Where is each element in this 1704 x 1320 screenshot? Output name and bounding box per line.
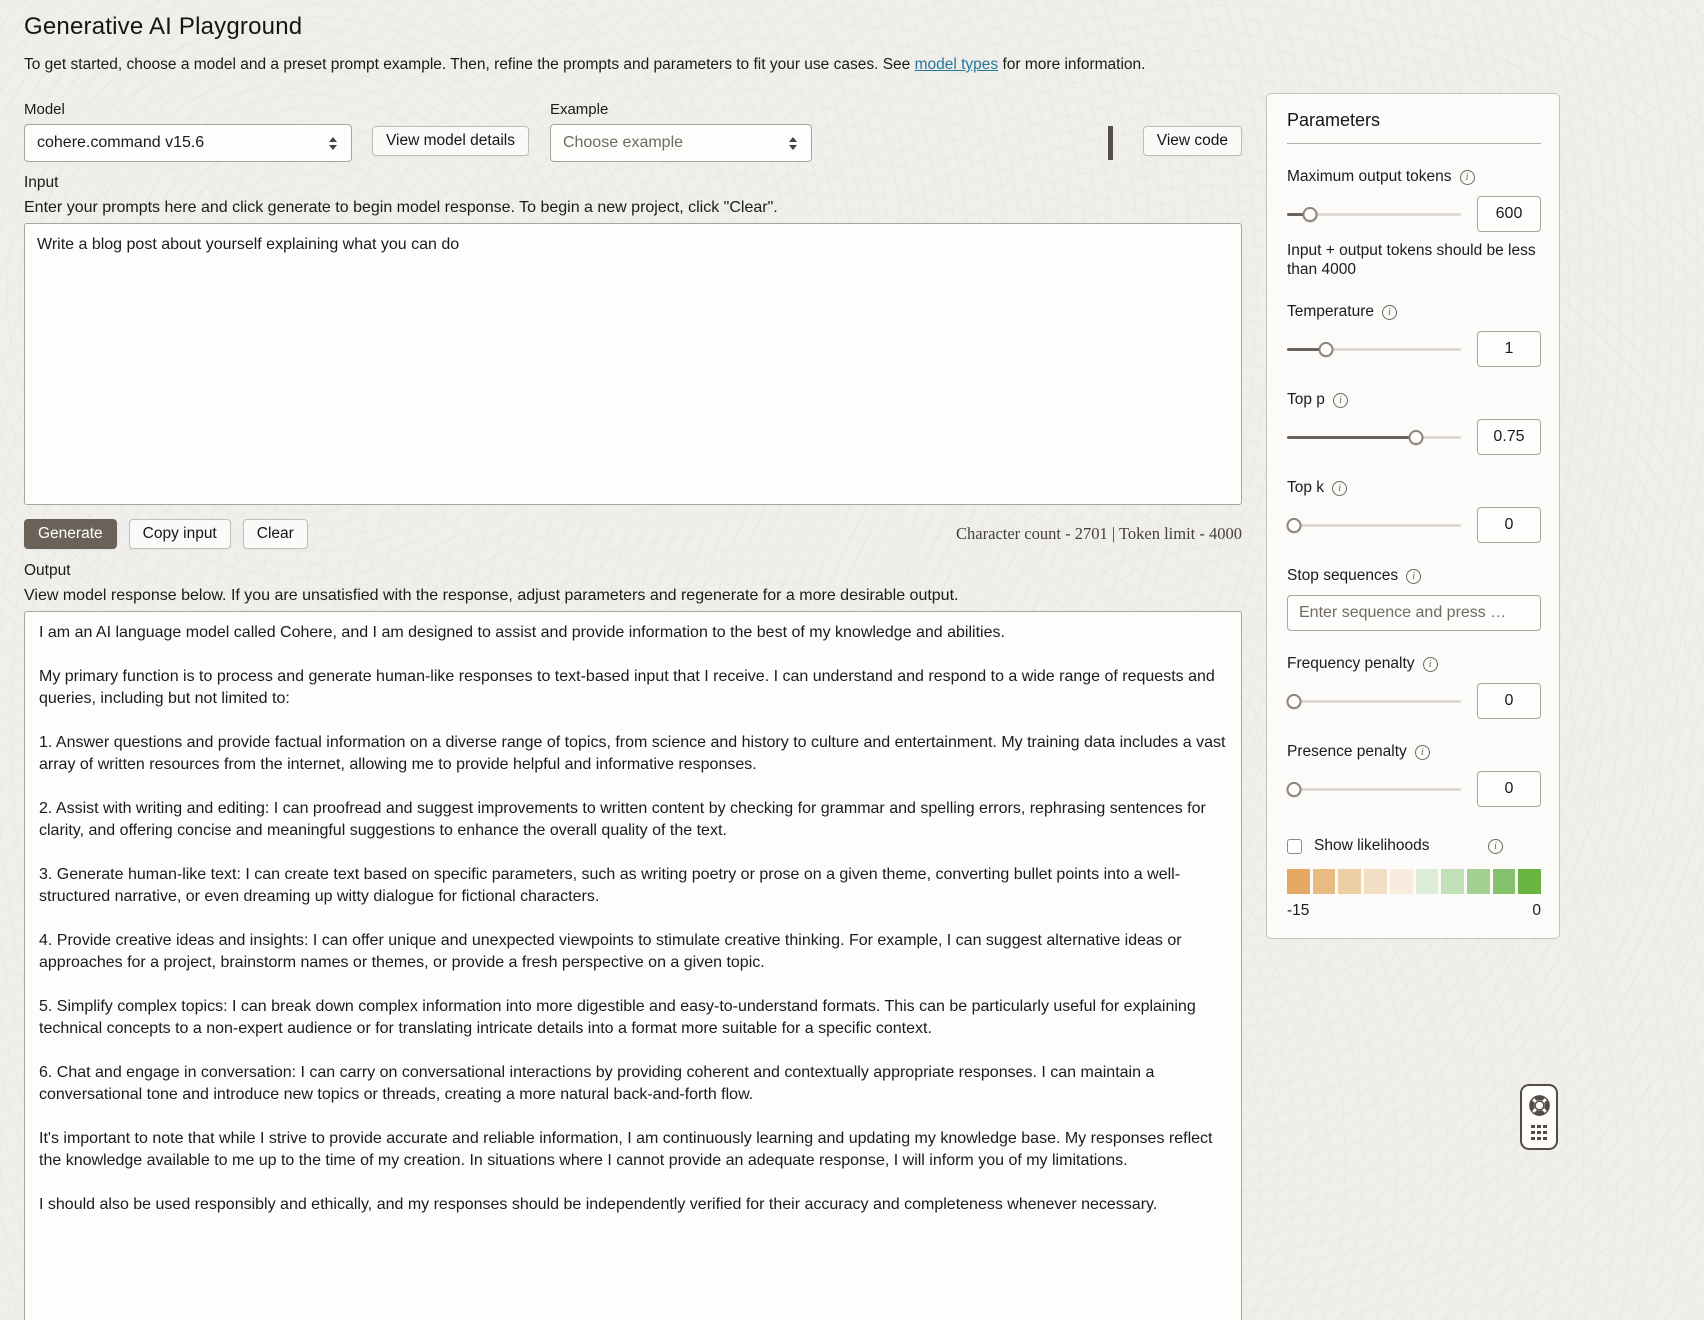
slider-handle[interactable] — [1303, 207, 1318, 222]
example-select[interactable] — [550, 124, 812, 162]
show-likelihoods-row — [1287, 837, 1541, 855]
info-icon[interactable]: i — [1415, 745, 1430, 760]
temperature-value[interactable] — [1477, 331, 1541, 367]
top-k-slider[interactable] — [1287, 517, 1461, 533]
likelihood-swatch — [1467, 869, 1490, 894]
output-paragraph: It's important to note that while I strive to provide accurate and reliable information, I am continuously learning and updating my knowledge base. My responses reflect the knowledge available to me up to the time of my creation. In situations where I cannot provide an adequate response, I will inform you of my limitations. — [39, 1130, 1213, 1169]
model-select-value: cohere.command v15.6 — [37, 134, 205, 151]
input-label: Input — [24, 174, 59, 191]
actions-row — [24, 519, 1242, 549]
likelihood-swatch — [1441, 869, 1464, 894]
slider-handle[interactable] — [1319, 342, 1334, 357]
likelihood-color-scale — [1287, 869, 1541, 894]
top-k-value[interactable] — [1477, 507, 1541, 543]
copy-input-button[interactable]: Copy input — [129, 519, 231, 549]
slider-handle[interactable] — [1287, 518, 1302, 533]
parameters-title: Parameters — [1287, 110, 1541, 144]
generate-button[interactable]: Generate — [24, 519, 117, 549]
max-tokens-help: Input + output tokens should be less than 4000 — [1287, 242, 1536, 278]
frequency-penalty-row — [1287, 683, 1541, 719]
model-select[interactable] — [24, 124, 352, 162]
output-paragraph: My primary function is to process and generate human-like responses to text-based input that I receive. I can understand and respond to a wide range of requests and queries, including but not limited to: — [39, 668, 1215, 707]
temperature-row — [1287, 331, 1541, 367]
floating-toolbar[interactable] — [1520, 1084, 1558, 1150]
help-lifebuoy-icon[interactable] — [1528, 1094, 1551, 1117]
output-paragraph: 6. Chat and engage in conversation: I can carry on conversational interactions by providing coherent and contextually appropriate responses. I can maintain a conversational tone and introduce new topics or threads, creating a more natural back-and-forth flow. — [39, 1064, 1155, 1103]
likelihood-swatch — [1390, 869, 1413, 894]
likelihood-swatch — [1364, 869, 1387, 894]
intro-before: To get started, choose a model and a preset prompt example. Then, refine the prompts and parameters to fit your use cases. See — [24, 56, 915, 73]
temperature-slider[interactable] — [1287, 341, 1461, 357]
info-icon[interactable]: i — [1406, 569, 1421, 584]
presence-penalty-label: Presence penalty — [1287, 743, 1407, 760]
presence-penalty-value[interactable] — [1477, 771, 1541, 807]
select-stepper-icon — [325, 137, 341, 150]
clear-button[interactable]: Clear — [243, 519, 308, 549]
max-tokens-row — [1287, 196, 1541, 232]
output-paragraph: I should also be used responsibly and ethically, and my responses should be independently verified for their accuracy and completeness whenever necessary. — [39, 1196, 1158, 1213]
top-p-value[interactable] — [1477, 419, 1541, 455]
presence-penalty-row — [1287, 771, 1541, 807]
model-output[interactable] — [24, 611, 1242, 1320]
example-label: Example — [549, 101, 609, 118]
output-description: View model response below. If you are unsatisfied with the response, adjust parameters and regenerate for a more desirable output. — [24, 587, 959, 604]
info-icon[interactable]: i — [1460, 170, 1475, 185]
slider-handle[interactable] — [1408, 430, 1423, 445]
frequency-penalty-slider[interactable] — [1287, 693, 1461, 709]
likelihood-swatch — [1416, 869, 1439, 894]
output-paragraph: 4. Provide creative ideas and insights: I can offer unique and unexpected viewpoints to stimulate creative thinking. For example, I can suggest alternative ideas or approaches for a project, brainstorm names or themes, or provide a fresh perspective on a given topic. — [39, 932, 1182, 971]
output-paragraph: 5. Simplify complex topics: I can break down complex information into more digestible and easy-to-understand formats. This can be particularly useful for explaining technical concepts to a non-expert audience or for translating intricate details into a format more suitable for a specific context. — [39, 998, 1196, 1037]
view-code-button[interactable]: View code — [1143, 126, 1242, 156]
frequency-penalty-label: Frequency penalty — [1287, 655, 1415, 672]
character-count: Character count - 2701 | Token limit - 4000 — [956, 524, 1242, 543]
stop-sequences-label: Stop sequences — [1287, 567, 1399, 584]
parameters-panel — [1266, 93, 1560, 939]
scale-min-label: -15 — [1287, 902, 1310, 919]
model-label: Model — [24, 101, 65, 118]
input-description: Enter your prompts here and click generate to begin model response. To begin a new project, click "Clear". — [24, 199, 778, 216]
temperature-label-row — [1287, 303, 1541, 321]
app-grid-icon[interactable] — [1531, 1125, 1547, 1141]
top-k-label-row — [1287, 479, 1541, 497]
info-icon[interactable]: i — [1333, 393, 1348, 408]
likelihood-scale-labels — [1287, 902, 1541, 920]
slider-handle[interactable] — [1287, 694, 1302, 709]
output-paragraph: 2. Assist with writing and editing: I can proofread and suggest improvements to written content by checking for grammar and spelling errors, rephrasing sentences for clarity, and offering concise and meaningful suggestions to enhance the overall quality of the text. — [39, 800, 1206, 839]
output-paragraph: 1. Answer questions and provide factual information on a diverse range of topics, from science and history to culture and entertainment. My training data includes a vast array of written resources from the internet, allowing me to provide helpful and informative responses. — [39, 734, 1226, 773]
presence-penalty-slider[interactable] — [1287, 781, 1461, 797]
select-stepper-icon — [785, 137, 801, 150]
view-model-details-button[interactable]: View model details — [372, 126, 529, 156]
scale-max-label: 0 — [1532, 902, 1541, 919]
top-p-label-row — [1287, 391, 1541, 409]
likelihood-swatch — [1313, 869, 1336, 894]
stop-sequences-input[interactable] — [1287, 595, 1541, 631]
show-likelihoods-checkbox[interactable] — [1287, 839, 1302, 854]
likelihood-swatch — [1287, 869, 1310, 894]
info-icon[interactable]: i — [1423, 657, 1438, 672]
likelihood-swatch — [1493, 869, 1516, 894]
model-group — [24, 101, 352, 161]
slider-handle[interactable] — [1287, 782, 1302, 797]
top-p-slider[interactable] — [1287, 429, 1461, 445]
prompt-input[interactable] — [24, 223, 1242, 505]
intro-after: for more information. — [998, 56, 1146, 73]
max-tokens-label-row — [1287, 168, 1541, 186]
main-column — [24, 0, 1242, 1320]
max-tokens-label: Maximum output tokens — [1287, 168, 1452, 185]
example-select-placeholder: Choose example — [562, 134, 684, 151]
presence-penalty-label-row — [1287, 743, 1541, 761]
controls-row — [24, 101, 1242, 161]
output-paragraph: 3. Generate human-like text: I can create text based on specific parameters, such as writing poetry or prose on a given theme, converting bullet points into a well-structured narrative, or even dreaming up witty dialogue for fictional characters. — [39, 866, 1181, 905]
top-k-row — [1287, 507, 1541, 543]
likelihood-swatch — [1338, 869, 1361, 894]
info-icon[interactable]: i — [1332, 481, 1347, 496]
example-group — [550, 101, 812, 161]
temperature-label: Temperature — [1287, 303, 1375, 320]
info-icon[interactable]: i — [1488, 839, 1503, 854]
top-p-label: Top p — [1287, 391, 1325, 408]
frequency-penalty-label-row — [1287, 655, 1541, 673]
top-k-label: Top k — [1287, 479, 1325, 496]
stop-sequences-label-row — [1287, 567, 1541, 585]
frequency-penalty-value[interactable] — [1477, 683, 1541, 719]
max-tokens-slider[interactable] — [1287, 206, 1461, 222]
vertical-divider — [1108, 126, 1113, 160]
output-label: Output — [24, 562, 71, 579]
max-tokens-value[interactable] — [1477, 196, 1541, 232]
model-types-link[interactable]: model types — [914, 56, 999, 73]
top-p-row — [1287, 419, 1541, 455]
show-likelihoods-label: Show likelihoods — [1314, 837, 1430, 854]
likelihood-swatch — [1518, 869, 1541, 894]
page-title: Generative AI Playground — [24, 13, 303, 40]
output-paragraph: I am an AI language model called Cohere, and I am designed to assist and provide information to the best of my knowledge and abilities. — [39, 624, 1005, 641]
info-icon[interactable]: i — [1382, 305, 1397, 320]
intro-text — [24, 56, 1242, 74]
